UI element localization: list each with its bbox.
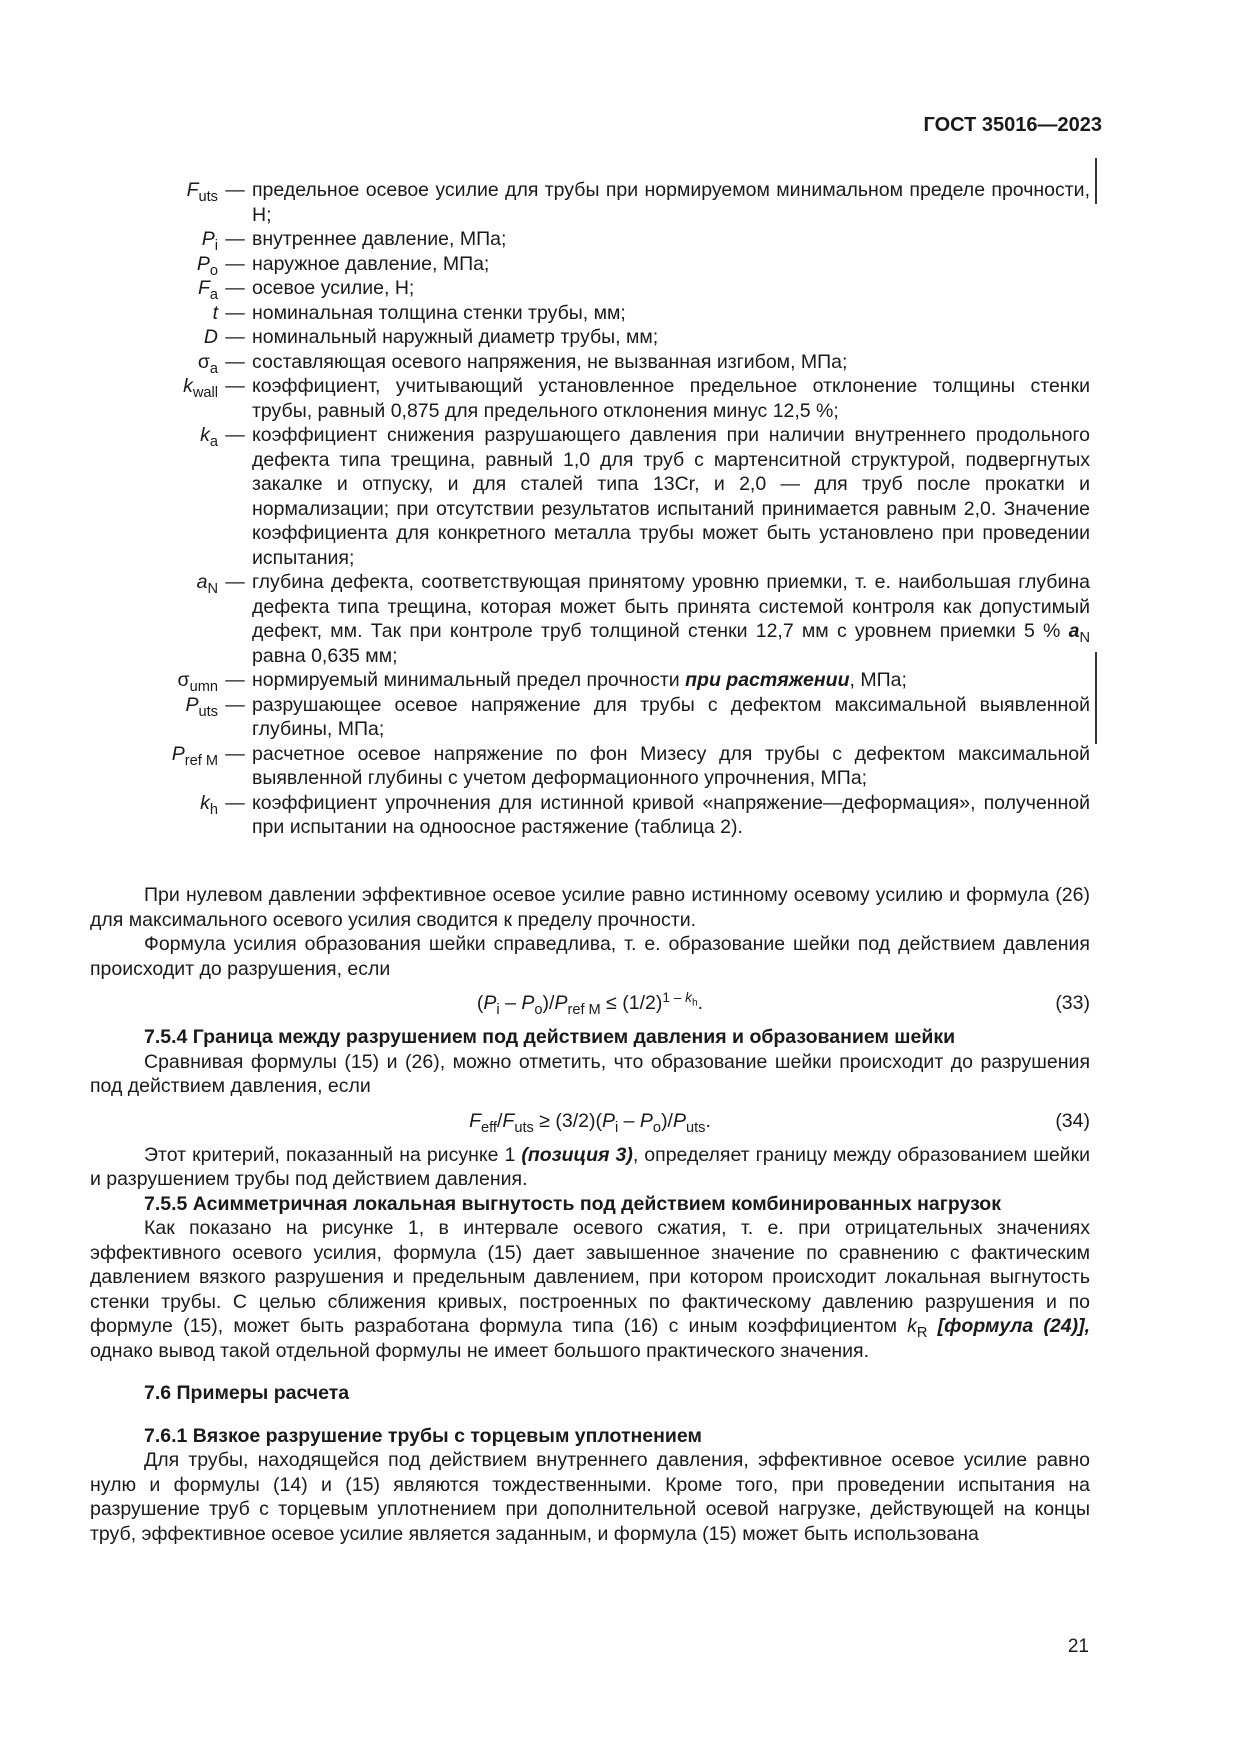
definition-f-a: $F_a$ — осевое усилие, Н; (140, 276, 1090, 301)
symbol: D (203, 326, 218, 348)
symbol-definitions-list (140, 178, 1090, 840)
section-heading-7-6-1: 7.6.1 Вязкое разрушение трубы с торцевым уплотнением (144, 1424, 702, 1447)
definition-a-n: $a_N$ — глубина дефекта, соответствующая принятому уровню приемки, т. е. наибольшая глубина дефекта типа трещина, которая может быть принята системой контроля как допустимый дефект, мм. Так при контроле труб толщиной стенки 12,7 мм с уровнем приемки 5 % $a_N$ равна 0,635 мм; (140, 570, 1090, 668)
symbol: $P_i$ (201, 228, 218, 255)
change-margin-bar (1095, 652, 1097, 744)
section-heading-7-6: 7.6 Примеры расчета (144, 1382, 350, 1404)
formula-expression: $F_{eff}/F_{uts} \ge (3/2)(P_i - P_o)/P_{uts}$. (469, 1109, 711, 1136)
symbol: $P_{uts}$ (185, 693, 218, 720)
paragraph: При нулевом давлении эффективное осевое усилие равно истинному осевому усилию и формула (26) для максимального осевого усилия сводится к пределу прочности. (90, 884, 1090, 931)
paragraph: Этот критерий, показанный на рисунке 1 (позиция 3), определяет границу между образованием шейки и разрушением трубы под действием давления. (90, 1143, 1090, 1190)
symbol: $k_{wall}$ (183, 375, 218, 402)
definition-k-wall: $k_{wall}$ — коэффициент, учитывающий установленное предельное отклонение толщины стенки трубы, равный 0,875 для предельного отклонения минус 12,5 %; (140, 374, 1090, 423)
definition-f-uts: $F_{uts}$ — предельное осевое усилие для трубы при нормируемом минимальном пределе прочности, Н; (140, 178, 1090, 227)
change-margin-bar (1095, 158, 1097, 204)
formula-33 (90, 983, 1090, 1023)
page-number: 21 (1067, 1636, 1089, 1657)
paragraph: Сравнивая формулы (15) и (26), можно отметить, что образование шейки происходит до разрушения под действием давления, если (90, 1050, 1090, 1097)
symbol: $F_{uts}$ (186, 179, 218, 206)
definition-k-a: $k_a$ — коэффициент снижения разрушающего давления при наличии внутреннего продольного дефекта типа трещина, равный 1,0 для труб с мартенситной структурой, подвергнутых закалке и отпуску, и для сталей типа 13Cr, и 2,0 — для труб после прокатки и нормализации; при отсутствии результатов испытаний принимается равным 2,0. Значение коэффициента для конкретного металла трубы может быть установлено при проведении испытания; (140, 423, 1090, 570)
symbol: $k_h$ (200, 791, 218, 818)
definition-sigma-a: $\sigma_a$ — составляющая осевого напряжения, не вызванная изгибом, МПа; (140, 350, 1090, 375)
symbol: $\sigma_a$ (197, 350, 218, 377)
symbol: $P_o$ (196, 252, 218, 279)
section-heading-7-5-4: 7.5.4 Граница между разрушением под действием давления и образованием шейки (144, 1026, 956, 1048)
definition-k-h: $k_h$ — коэффициент упрочнения для истинной кривой «напряжение—деформация», полученной при испытании на одноосное растяжение (таблица 2). (140, 791, 1090, 840)
symbol: $k_a$ (200, 424, 218, 451)
symbol: $\sigma_{umn}$ (177, 669, 218, 696)
definition-sigma-umn: $\sigma_{umn}$ — нормируемый минимальный предел прочности при растяжении, МПа; (140, 668, 1090, 693)
formula-34 (90, 1101, 1090, 1141)
definition-t: t — номинальная толщина стенки трубы, мм; (140, 301, 1090, 326)
definition-d: D — номинальный наружный диаметр трубы, мм; (140, 325, 1090, 350)
definition-p-i: $P_i$ — внутреннее давление, МПа; (140, 227, 1090, 252)
paragraph: Как показано на рисунке 1, в интервале осевого сжатия, т. е. при отрицательных значениях эффективного осевого усилия, формула (15) дает завышенное значение по сравнению с фактическим давлением вязкого разрушения и предельным давлением, при котором происходит локальная выгнутость стенки трубы. С целью сближения кривых, построенных по фактическому давлению разрушения и по формуле (15), может быть разработана формула типа (16) с иным коэффициентом $k_R$ [формула (24)], однако вывод такой отдельной формулы не имеет большого практического значения. (90, 1217, 1090, 1362)
formula-number: (33) (1055, 992, 1090, 1014)
document-body (90, 883, 1090, 1546)
symbol: $a_N$ (196, 571, 218, 598)
symbol: $P_{ref M}$ (171, 742, 218, 769)
definition-p-ref-m: $P_{ref M}$ — расчетное осевое напряжение по фон Мизесу для трубы с дефектом максимальной выявленной глубины с учетом деформационного упрочнения, МПа; (140, 742, 1090, 791)
definition-p-o: $P_o$ — наружное давление, МПа; (140, 252, 1090, 277)
formula-expression: $(P_i - P_o)/P_{ref M} \le (1/2)^{1 - k_h}$. (476, 989, 704, 1019)
paragraph: Для трубы, находящейся под действием внутреннего давления, эффективное осевое усилие равно нулю и формулы (14) и (15) являются тождественными. Кроме того, при проведении испытания на разрушение труб с торцевым уплотнением при дополнительной осевой нагрузке, действующей на концы труб, эффективное осевое усилие является заданным, и формула (15) может быть использована (90, 1449, 1090, 1545)
formula-number: (34) (1055, 1109, 1090, 1132)
symbol: t (212, 301, 218, 324)
definition-p-uts: $P_{uts}$ — разрушающее осевое напряжение для трубы с дефектом максимальной выявленной глубины, МПа; (140, 693, 1090, 742)
document-code-header: ГОСТ 35016—2023 (923, 114, 1102, 136)
section-heading-7-5-5: 7.5.5 Асимметричная локальная выгнутость под действием комбинированных нагрузок (144, 1192, 1001, 1215)
paragraph: Формула усилия образования шейки справедлива, т. е. образование шейки под действием давления происходит до разрушения, если (90, 933, 1090, 980)
symbol: $F_a$ (197, 277, 218, 304)
